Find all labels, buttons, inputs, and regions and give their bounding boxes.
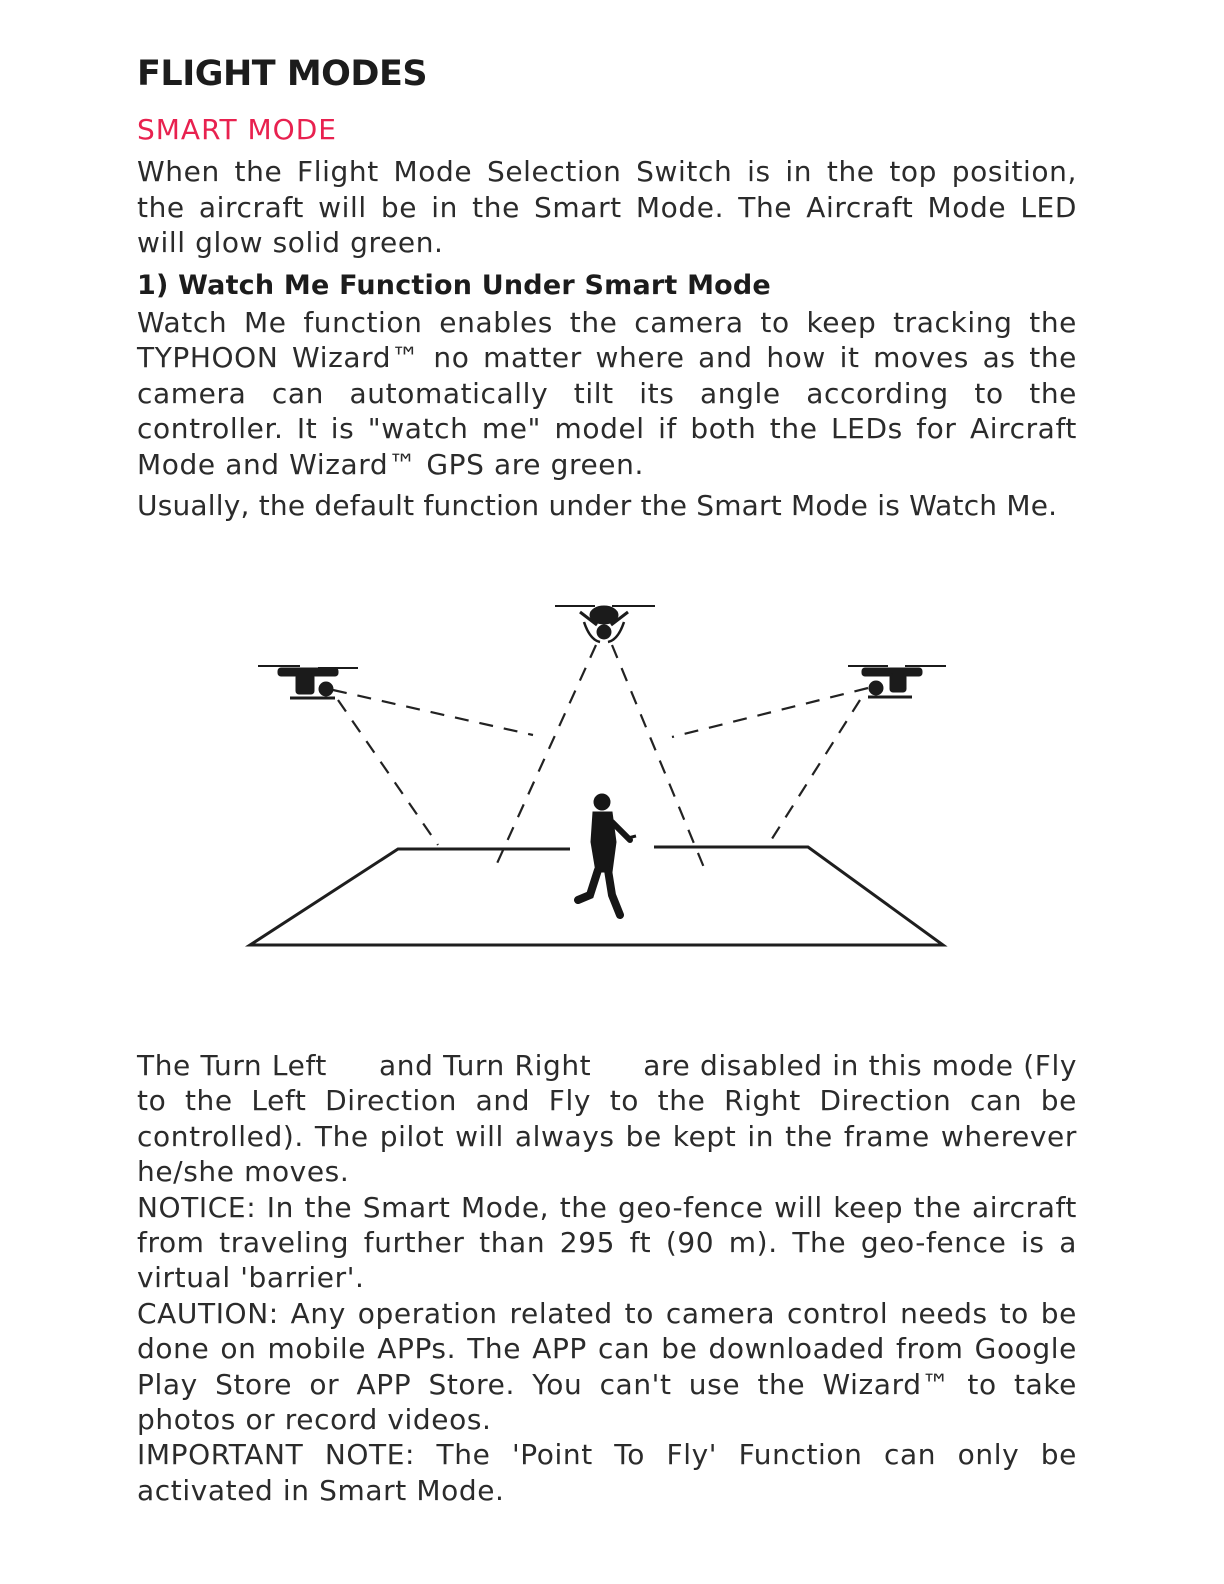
pilot-figure — [578, 794, 636, 915]
turn-disabled-text: are disabled in this mode (Fly to the Left Direction and Fly to the Right Direction can be controlled). The pilot will always be kept in the frame wherever he/she moves. — [137, 1049, 1077, 1189]
turn-paragraph — [137, 1048, 1077, 1190]
important-note-paragraph: IMPORTANT NOTE: The 'Point To Fly' Function can only be activated in Smart Mode. — [137, 1438, 1077, 1507]
watch-me-heading: 1) Watch Me Function Under Smart Mode — [137, 269, 771, 301]
page-title: FLIGHT MODES — [137, 54, 428, 94]
turn-left-text: The Turn Left — [137, 1049, 327, 1082]
section-subtitle: SMART MODE — [137, 113, 337, 146]
drone-right-icon — [848, 666, 946, 697]
page-content — [137, 40, 1077, 524]
intro-paragraph: When the Flight Mode Selection Switch is in the top position, the aircraft will be in the Smart Mode. The Aircraft Mode LED will glow solid green. — [137, 155, 1077, 259]
caution-paragraph: CAUTION: Any operation related to camera control needs to be done on mobile APPs. The APP can be downloaded from Google Play Store or APP Store. You can't use the Wizard™ to take photos or record videos. — [137, 1296, 1077, 1437]
drone-top-icon — [555, 606, 655, 642]
turn-right-text: and Turn Right — [379, 1049, 592, 1082]
lower-text — [137, 1048, 1077, 1508]
notice-paragraph: NOTICE: In the Smart Mode, the geo-fence will keep the aircraft from traveling further than 295 ft (90 m). The geo-fence is a virtual 'barrier'. — [137, 1190, 1077, 1295]
watch-me-illustration — [240, 585, 960, 965]
default-function-note: Usually, the default function under the Smart Mode is Watch Me. — [137, 489, 1058, 522]
watch-me-paragraph: Watch Me function enables the camera to keep tracking the TYPHOON Wizard™ no matter where and how it moves as the camera can automatically tilt its angle according to the controller. It is "watch me" model if both the LEDs for Aircraft Mode and Wizard™ GPS are green. — [137, 305, 1077, 481]
